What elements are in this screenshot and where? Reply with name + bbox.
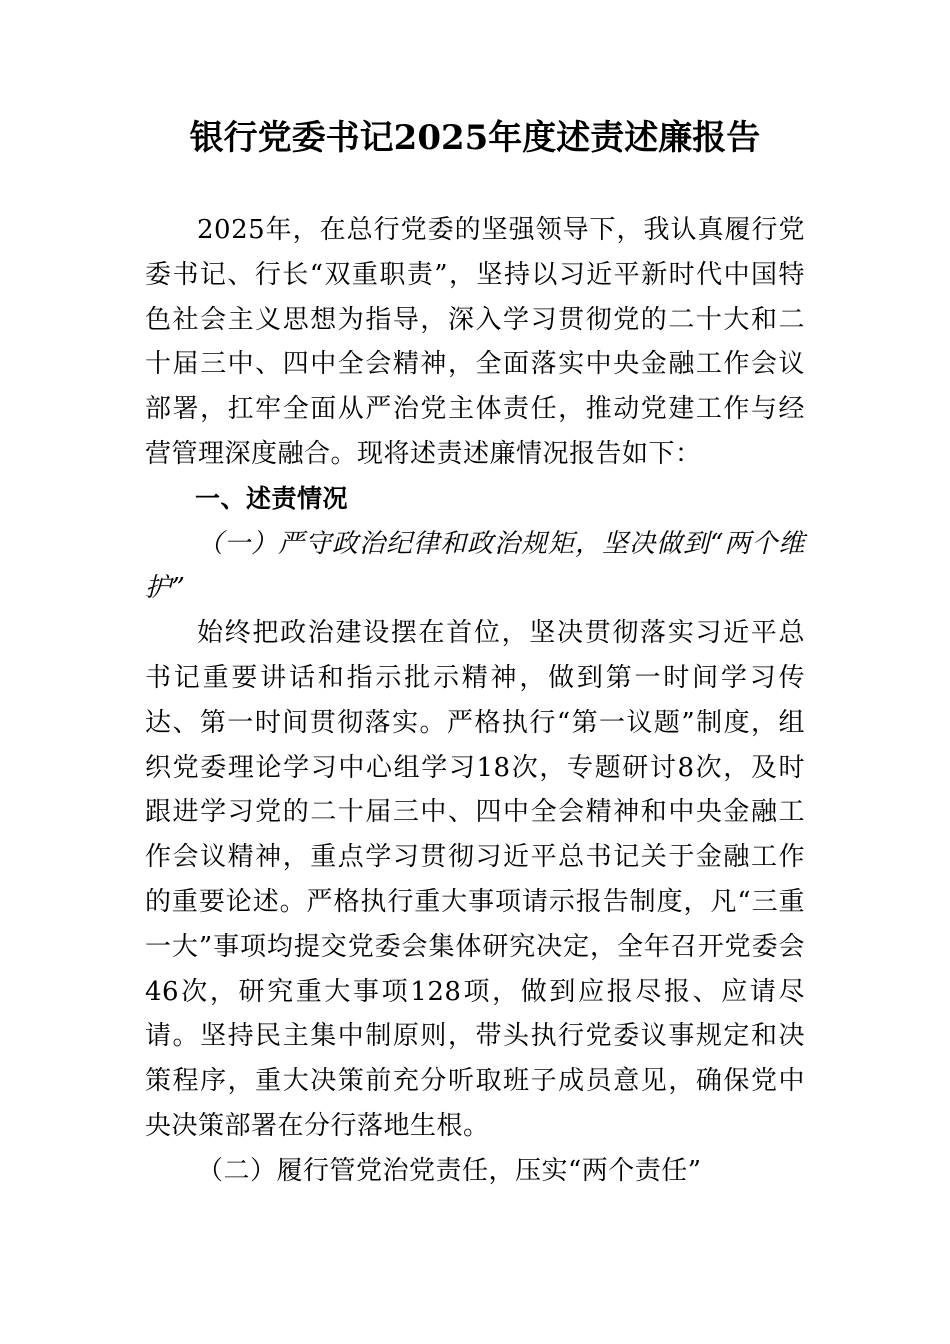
section-heading-1: 一、述责情况: [195, 483, 349, 513]
document-title: 银行党委书记2025年度述责述廉报告: [189, 118, 761, 158]
subsection-heading-2: （二）履行管党治党责任，压实“两个责任”: [197, 1155, 702, 1186]
document-body: [145, 208, 805, 1194]
subsection-1-body: 始终把政治建设摆在首位，坚决贯彻落实习近平总书记重要讲话和指示批示精神，做到第一时间学习传达、第一时间贯彻落实。严格执行“第一议题”制度，组织党委理论学习中心组学习18次，专题研讨8次，及时跟进学习党的二十届三中、四中全会精神和中央金融工作会议精神，重点学习贯彻习近平总书记关于金融工作的重要论述。严格执行重大事项请示报告制度，凡“三重一大”事项均提交党委会集体研究决定，全年召开党委会46次，研究重大事项128项，做到应报尽报、应请尽请。坚持民主集中制原则，带头执行党委议事规定和决策程序，重大决策前充分听取班子成员意见，确保党中央决策部署在分行落地生根。: [145, 618, 805, 1141]
subsection-heading-1: （一）严守政治纪律和政治规矩，坚决做到“两个维护”: [145, 528, 805, 604]
intro-paragraph: 2025年，在总行党委的坚强领导下，我认真履行党委书记、行长“双重职责”，坚持以习近平新时代中国特色社会主义思想为指导，深入学习贯彻党的二十大和二十届三中、四中全会精神，全面落实中央金融工作会议部署，扛牢全面从严治党主体责任，推动党建工作与经营管理深度融合。现将述责述廉情况报告如下：: [145, 215, 805, 469]
